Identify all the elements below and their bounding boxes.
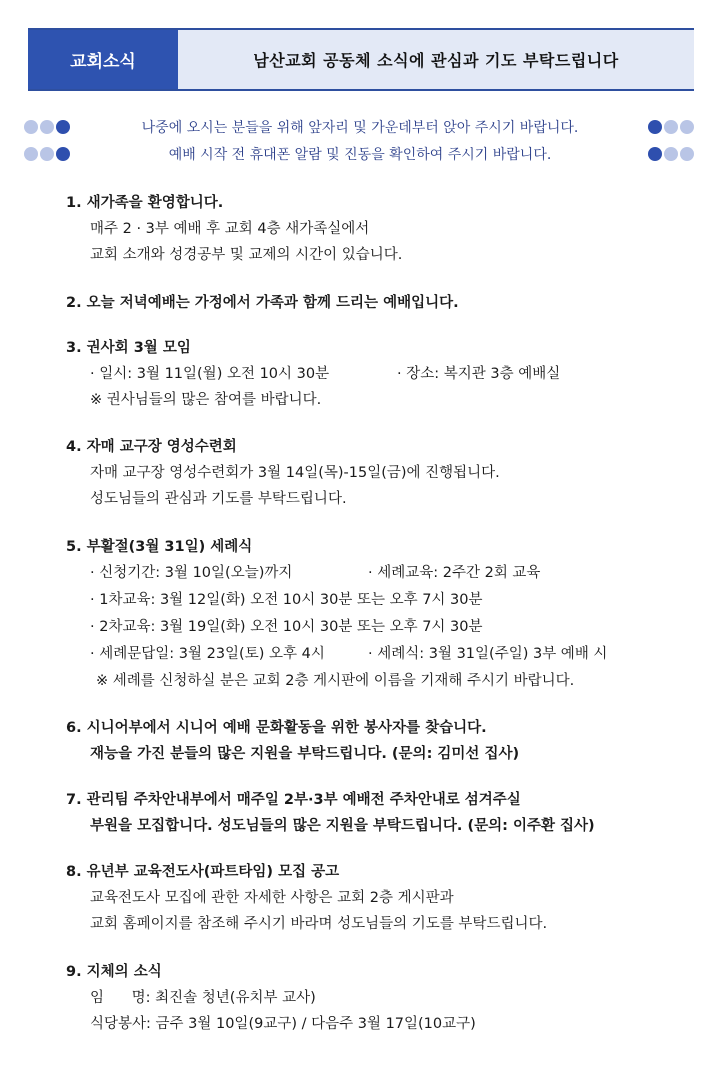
notice-text: 예배 시작 전 휴대폰 알람 및 진동을 확인하여 주시기 바랍니다.	[168, 147, 552, 163]
baptism-date: · 세례식: 3월 31일(주일) 3부 예배 시	[368, 646, 608, 662]
section-3	[66, 335, 706, 413]
section-line: 재능을 가진 분들의 많은 지원을 부탁드립니다. (문의: 김미선 집사)	[90, 746, 520, 762]
appointment-line: 임 명: 최진솔 청년(유치부 교사)	[90, 990, 316, 1006]
section-line: · 1차교육: 3월 12일(화) 오전 10시 30분 또는 오후 7시 30분	[90, 592, 483, 608]
section-7	[66, 787, 706, 839]
section-line: 매주 2 · 3부 예배 후 교회 4층 새가족실에서	[90, 221, 370, 237]
section-line: 자매 교구장 영성수련회가 3월 14일(목)-15일(금)에 진행됩니다.	[90, 465, 500, 481]
section-note: ※ 세례를 신청하실 분은 교회 2층 게시판에 이름을 기재해 주시기 바랍니다.	[96, 673, 575, 689]
interview-date: · 세례문답일: 3월 23일(토) 오후 4시	[90, 646, 325, 662]
header-label: 교회소식	[28, 30, 178, 89]
meeting-date: · 일시: 3월 11일(월) 오전 10시 30분	[90, 366, 330, 382]
section-line: 교회 소개와 성경공부 및 교제의 시간이 있습니다.	[90, 247, 403, 263]
kitchen-service-line: 식당봉사: 금주 3월 10일(9교구) / 다음주 3월 17일(10교구)	[90, 1016, 476, 1032]
section-title: 5. 부활절(3월 31일) 세례식	[66, 539, 253, 555]
section-line	[66, 361, 706, 387]
notice-text: 나중에 오시는 분들을 위해 앞자리 및 가운데부터 앉아 주시기 바랍니다.	[141, 120, 579, 136]
notice-row-2	[24, 142, 696, 166]
section-line	[66, 560, 706, 587]
dots-left-icon	[24, 120, 72, 134]
section-1	[66, 190, 706, 268]
section-line: 교육전도사 모집에 관한 자세한 사항은 교회 2층 게시판과	[90, 890, 454, 906]
section-title: 3. 권사회 3월 모임	[66, 340, 191, 356]
section-title: 2. 오늘 저녁예배는 가정에서 가족과 함께 드리는 예배입니다.	[66, 295, 459, 311]
baptism-education: · 세례교육: 2주간 2회 교육	[368, 565, 541, 581]
header-title: 남산교회 공동체 소식에 관심과 기도 부탁드립니다	[178, 30, 694, 89]
dots-right-icon	[648, 120, 696, 134]
section-line: · 2차교육: 3월 19일(화) 오전 10시 30분 또는 오후 7시 30분	[90, 619, 483, 635]
section-title: 7. 관리팀 주차안내부에서 매주일 2부·3부 예배전 주차안내로 섬겨주실	[66, 792, 521, 808]
section-line: 성도님들의 관심과 기도를 부탁드립니다.	[90, 491, 347, 507]
section-title: 4. 자매 교구장 영성수련회	[66, 439, 237, 455]
section-9	[66, 959, 706, 1037]
header-bar	[28, 28, 694, 91]
section-line: 부원을 모집합니다. 성도님들의 많은 지원을 부탁드립니다. (문의: 이주환 집사)	[90, 818, 595, 834]
section-line: 교회 홈페이지를 참조해 주시기 바라며 성도님들의 기도를 부탁드립니다.	[90, 916, 548, 932]
application-period: · 신청기간: 3월 10일(오늘)까지	[90, 565, 293, 581]
section-line	[66, 641, 706, 668]
section-5	[66, 534, 706, 695]
dots-right-icon	[648, 147, 696, 161]
meeting-place: · 장소: 복지관 3층 예배실	[397, 366, 561, 382]
section-8	[66, 859, 706, 937]
section-2	[66, 290, 706, 316]
section-6	[66, 715, 706, 767]
dots-left-icon	[24, 147, 72, 161]
section-title: 6. 시니어부에서 시니어 예배 문화활동을 위한 봉사자를 찾습니다.	[66, 720, 487, 736]
section-title: 9. 지체의 소식	[66, 964, 162, 980]
section-title: 8. 유년부 교육전도사(파트타임) 모집 공고	[66, 864, 340, 880]
section-title: 1. 새가족을 환영합니다.	[66, 195, 224, 211]
notice-row-1	[24, 115, 696, 139]
section-4	[66, 434, 706, 512]
section-note: ※ 권사님들의 많은 참여를 바랍니다.	[90, 392, 322, 408]
